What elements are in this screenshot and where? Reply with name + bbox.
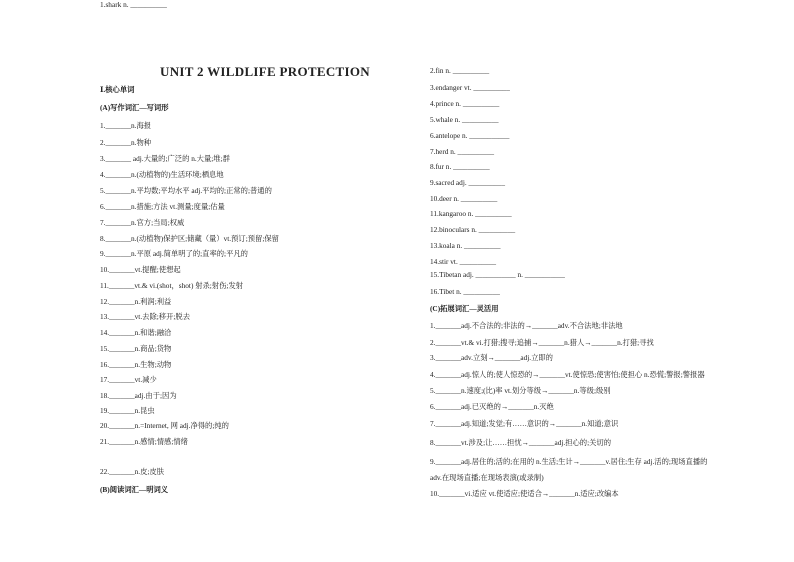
right-vocab-line: 16.Tibet n. __________ xyxy=(430,287,500,296)
left-vocab-line: (A)写作词汇—写词形 xyxy=(100,103,169,112)
left-vocab-line: 10._______vt.提醒;使想起 xyxy=(100,265,181,274)
right-vocab-line: (C)拓展词汇—灵活用 xyxy=(430,304,499,313)
right-vocab-line: 6.antelope n. ___________ xyxy=(430,131,510,140)
right-vocab-line: adv.在现场直播;在现场表演(或录制) xyxy=(430,473,544,482)
left-vocab-line: 5._______n.平均数;平均水平 adj.平均的;正常的;普通的 xyxy=(100,186,272,195)
right-vocab-line: 5.whale n. __________ xyxy=(430,115,499,124)
left-vocab-line: 16._______n.生物;动物 xyxy=(100,360,172,369)
left-vocab-line: Ⅰ.核心单词 xyxy=(100,85,135,94)
right-vocab-line: 9.sacred adj. __________ xyxy=(430,178,505,187)
right-vocab-line: 3.endanger vt. __________ xyxy=(430,83,510,92)
left-vocab-line: 22._______n.皮;皮肤 xyxy=(100,467,165,476)
right-vocab-line: 5._______n.速度;(比)率 vt.划分等级→_______n.等级;级别 xyxy=(430,386,611,395)
left-vocab-line: 14._______n.和谐;融洽 xyxy=(100,328,172,337)
left-vocab-line: 4._______n.(动植物的)生活环境;栖息地 xyxy=(100,170,224,179)
left-vocab-line: 15._______n.商品;货物 xyxy=(100,344,172,353)
left-vocab-line: 3._______ adj.大量的;广泛的 n.大量;堆;群 xyxy=(100,154,230,163)
right-vocab-line: 4._______adj.惊人的;使人惊恐的→_______vt.使惊恐;使害怕;使担心 n.恐慌;警报;警报器 xyxy=(430,370,705,379)
left-vocab-line: 18._______adj.由于;因为 xyxy=(100,391,177,400)
right-vocab-line: 15.Tibetan adj. ___________ n. ___________ xyxy=(430,270,565,279)
left-vocab-line: 8._______n.(动植物)保护区;储藏（量）vt.预订;预留;保留 xyxy=(100,234,279,243)
left-vocab-line: 19._______n.昆虫 xyxy=(100,406,155,415)
right-vocab-line: 4.prince n. __________ xyxy=(430,99,500,108)
right-vocab-line: 7._______adj.知道;发觉;有……意识的→_______n.知道;意识 xyxy=(430,419,619,428)
right-vocab-line: 11.kangaroo n. __________ xyxy=(430,209,512,218)
unit-title: UNIT 2 WILDLIFE PROTECTION xyxy=(160,64,370,79)
right-vocab-line: 7.herd n. __________ xyxy=(430,147,495,156)
left-vocab-line: 9._______n.平原 adj.简单明了的;直率的;平凡的 xyxy=(100,249,248,258)
left-vocab-line: 6._______n.措施;方法 vt.测量;度量;估量 xyxy=(100,202,225,211)
right-vocab-line: 6._______adj.已灭绝的→_______n.灭绝 xyxy=(430,402,554,411)
left-vocab-line: 20._______n.=Internet, 网 adj.净得的;纯的 xyxy=(100,421,229,430)
right-vocab-line: 2.fin n. __________ xyxy=(430,66,490,75)
right-vocab-line: 2._______vt.& vi.打猎;搜寻;追捕→_______n.猎人→_______n.打猎;寻找 xyxy=(430,338,654,347)
left-vocab-line: 17._______vt.减少 xyxy=(100,375,157,384)
left-vocab-line: 1.shark n. __________ xyxy=(100,0,167,9)
left-vocab-line: 21._______n.感情;情感;情绪 xyxy=(100,437,188,446)
right-vocab-line: 13.koala n. __________ xyxy=(430,241,501,250)
left-vocab-line: 1._______n.海报 xyxy=(100,121,152,130)
left-vocab-line: 7._______n.官方;当局;权威 xyxy=(100,218,185,227)
right-vocab-line: 10.deer n. __________ xyxy=(430,194,498,203)
left-vocab-line: 11._______vt.& vi.(shot，shot) 射杀;射伤;发射 xyxy=(100,281,244,290)
right-vocab-line: 14.stir vt. __________ xyxy=(430,257,497,266)
right-vocab-line: 3._______adv.立刻→_______adj.立即的 xyxy=(430,353,553,362)
left-vocab-line: 2._______n.物种 xyxy=(100,138,152,147)
right-vocab-line: 1._______adj.不合法的;非法的→_______adv.不合法地;非法地 xyxy=(430,321,623,330)
left-vocab-line: 12._______n.利润;利益 xyxy=(100,297,172,306)
right-vocab-line: 10._______vi.适应 vt.使适应;使适合→_______n.适应;改编本 xyxy=(430,489,619,498)
left-vocab-line: (B)阅读词汇—明词义 xyxy=(100,485,169,494)
left-vocab-line: 13._______vt.去除;移开;脱去 xyxy=(100,312,190,321)
right-vocab-line: 12.binoculars n. __________ xyxy=(430,225,516,234)
right-vocab-line: 9._______adj.居住的;活的;在用的 n.生活;生计→_______v.居住;生存 adj.活的;现场直播的 xyxy=(430,457,708,466)
right-vocab-line: 8._______vt.涉及;让……担忧→_______adj.担心的;关切的 xyxy=(430,438,611,447)
right-vocab-line: 8.fur n. __________ xyxy=(430,162,490,171)
